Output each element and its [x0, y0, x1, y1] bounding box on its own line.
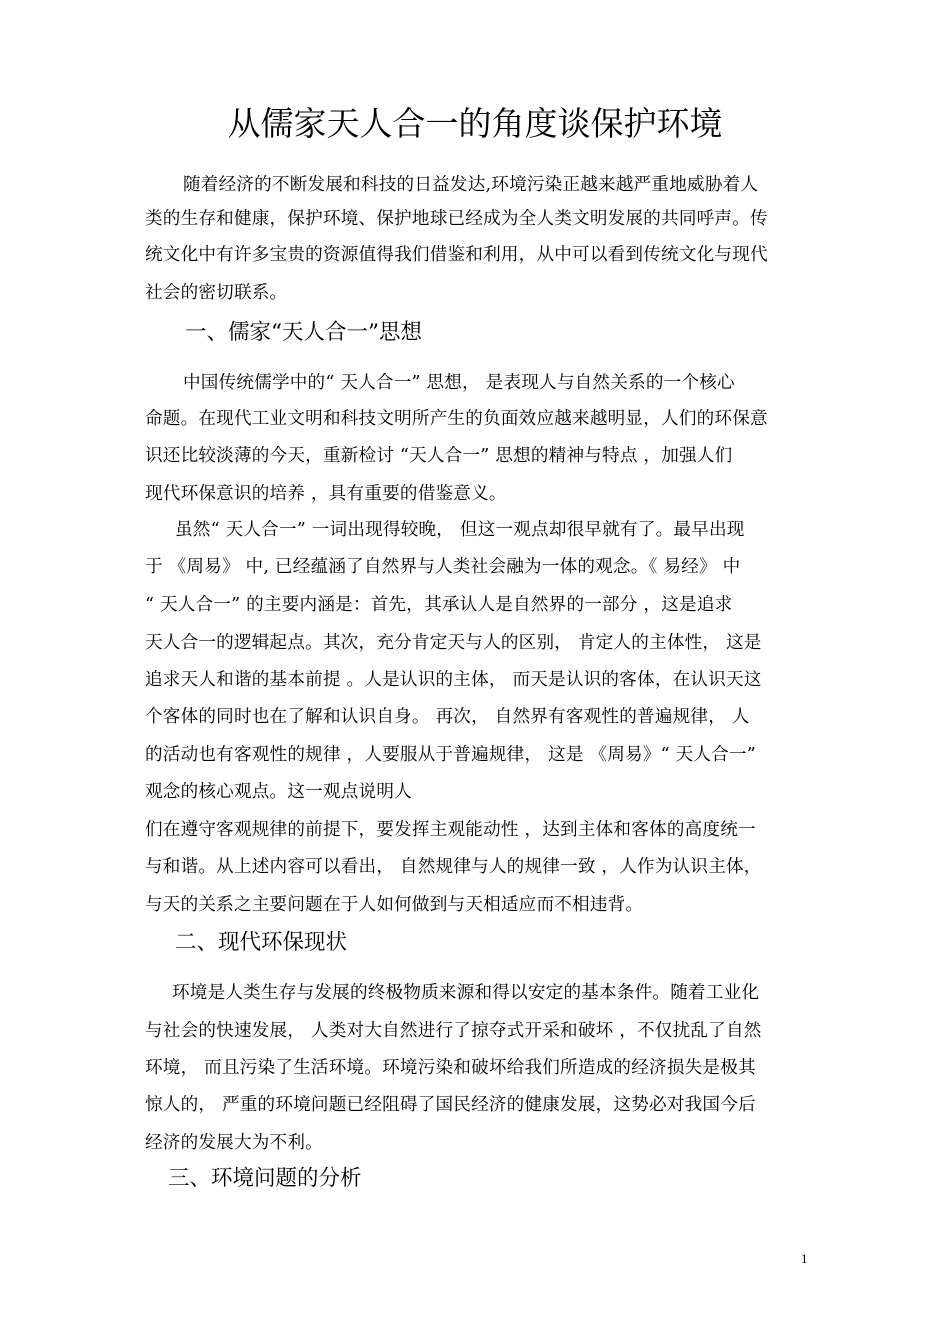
- page-number: 1: [801, 1251, 808, 1266]
- section-heading-1: 一、儒家“天人合一”思想: [185, 320, 422, 345]
- s2p-line-1: 环境是人类生存与发展的终极物质来源和得以安定的基本条件。随着工业化: [172, 983, 760, 1003]
- section-heading-3: 三、环境问题的分析: [168, 1166, 362, 1191]
- document-title: 从儒家天人合一的角度谈保护环境: [227, 104, 723, 143]
- s1p1-line-2: 命题。在现代工业文明和科技文明所产生的负面效应越来越明显，人们的环保意: [145, 409, 768, 429]
- s1p1-line-4: 现代环保意识的培养 ，具有重要的借鉴意义。: [145, 484, 507, 504]
- s1p2-line-3: “ 天人合一” 的主要内涵是：首先，其承认人是自然界的一部分 ，这是追求: [145, 595, 733, 615]
- s2p-line-4: 惊人的， 严重的环境问题已经阻碍了国民经济的健康发展，这势必对我国今后: [145, 1095, 756, 1115]
- s1p2-line-7: 的活动也有客观性的规律 ，人要服从于普遍规律， 这是 《周易》“ 天人合一”: [145, 745, 756, 765]
- s2p-line-5: 经济的发展大为不利。: [145, 1133, 323, 1153]
- s2p-line-2: 与社会的快速发展， 人类对大自然进行了掠夺式开采和破坏 ，不仅扰乱了自然: [145, 1021, 762, 1041]
- s1p2-line-4: 天人合一的逻辑起点。其次，充分肯定天与人的区别， 肯定人的主体性， 这是: [145, 633, 762, 653]
- intro-line-1: 随着经济的不断发展和科技的日益发达,环境污染正越来越严重地威胁着人: [183, 175, 759, 195]
- s1p2-line-6: 个客体的同时也在了解和认识自身。 再次， 自然界有客观性的普遍规律， 人: [145, 707, 750, 727]
- s1p2-line-10: 与和谐。从上述内容可以看出， 自然规律与人的规律一致 ，人作为认识主体，: [145, 857, 762, 877]
- s1p1-line-1: 中国传统儒学中的“ 天人合一” 思想， 是表现人与自然关系的一个核心: [183, 373, 735, 393]
- s1p2-line-2: 于 《周易》 中, 已经蕴涵了自然界与人类社会融为一体的观念。《 易经》 中: [145, 557, 741, 577]
- s1p2-line-9: 们在遵守客观规律的前提下，要发挥主观能动性 ，达到主体和客体的高度统一: [145, 820, 756, 840]
- intro-line-3: 统文化中有许多宝贵的资源值得我们借鉴和利用，从中可以看到传统文化与现代: [145, 245, 768, 265]
- intro-line-4: 社会的密切联系。: [145, 283, 288, 303]
- s1p2-line-11: 与天的关系之主要问题在于人如何做到与天相适应而不相违背。: [145, 895, 644, 915]
- s2p-line-3: 环境， 而且污染了生活环境。环境污染和破坏给我们所造成的经济损失是极其: [145, 1058, 756, 1078]
- s1p2-line-5: 追求天人和谐的基本前提 。人是认识的主体， 而天是认识的客体，在认识天这: [145, 670, 762, 690]
- s1p2-line-8: 观念的核心观点。这一观点说明人: [145, 782, 412, 802]
- section-heading-2: 二、现代环保现状: [175, 930, 348, 955]
- intro-line-2: 类的生存和健康，保护环境、保护地球已经成为全人类文明发展的共同呼声。传: [145, 209, 768, 229]
- s1p1-line-3: 识还比较淡薄的今天，重新检讨 “天人合一” 思想的精神与特点 ，加强人们: [145, 446, 733, 466]
- s1p2-line-1: 虽然“ 天人合一” 一词出现得较晚， 但这一观点却很早就有了。最早出现: [175, 520, 745, 540]
